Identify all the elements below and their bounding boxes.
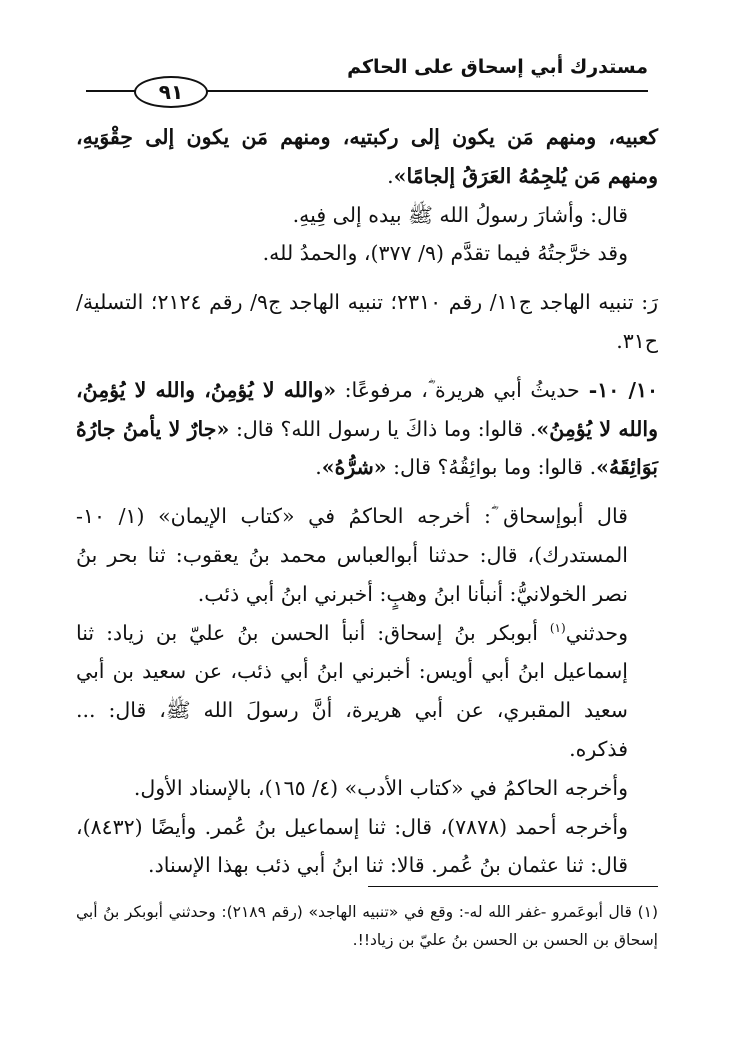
text-span: قال أبوإسحاق ؓ: أخرجه الحاكمُ في «كتاب الإيمان» (١/ ١٠- المستدرك)، قال: حدثنا أبوالعباس محمد بنُ يعقوب: ثنا بحر بنُ نصر الخولانيُّ: أنبأنا ابنُ وهبٍ: أخبرني ابنُ أبي ذئب. — [76, 504, 628, 606]
text-span: حديثُ أبي هريرة ؓ، مرفوعًا: — [336, 377, 580, 402]
hadith-text: «شرُّهُ» — [321, 455, 387, 480]
text-span: قال: وأشارَ رسولُ الله ﷺ بيده إلى فِيهِ. — [292, 202, 628, 227]
text-span: وأخرجه الحاكمُ في «كتاب الأدب» (٤/ ١٦٥)، بالإسناد الأول. — [133, 775, 628, 800]
text-span: أبوبكر بنُ إسحاق: أنبأ الحسن بنُ عليّ بن زياد: ثنا إسماعيل ابنُ أبي أويس: أخبرني ابنُ أبي ذئب، عن سعيد بن أبي سعيد المقبري، عن أبي هريرة، أنَّ رسولَ الله ﷺ، قال: ... فذكره. — [76, 620, 628, 761]
hadith-text: كعبيه، ومنهم مَن يكون إلى ركبتيه، ومنهم مَن يكون إلى حِقْوَيهِ، ومنهم مَن يُلجِمُهُ العَرَقُ إلجامًا» — [76, 125, 658, 188]
running-title: مستدرك أبي إسحاق على الحاكم — [347, 56, 648, 78]
footnote: (١) قال أبوعَمرو -غفر الله له-: وقع في «تنبيه الهاجد» (رقم ٢١٨٩): وحدثني أبوبكر بنُ أبي إسحاق بن الحسن بن الحسن بنُ عليّ بن زياد!!. — [76, 903, 659, 949]
hadith-text: «والله لا يُؤمِنُ، والله لا يُؤمِنُ، والله لا يُؤمِنُ» — [76, 377, 658, 441]
text-span: . قالوا: وما بوائِقُهُ؟ قال: — [386, 455, 597, 480]
text-span: وحدثني — [565, 620, 628, 645]
text-span: وقد خرَّجتُهُ فيما تقدَّم (٩/ ٣٧٧)، والحمدُ لله. — [262, 241, 628, 266]
text-span: . — [387, 163, 394, 188]
reference-paragraph — [76, 283, 658, 361]
main-text — [76, 118, 658, 885]
footnote-rule — [368, 886, 658, 887]
paragraph — [76, 234, 658, 273]
text-span: رَ: تنبيه الهاجد ج١١/ رقم ٢٣١٠؛ تنبيه الهاجد ج٩/ رقم ٢١٢٤؛ التسلية/ ح٣١. — [76, 290, 658, 353]
page-number: ٩١ — [134, 76, 208, 108]
paragraph — [76, 614, 658, 769]
text-span: . قالوا: وما ذاكَ يا رسول الله؟ قال: — [229, 416, 537, 441]
text-span: . — [315, 455, 322, 480]
text-span: وأخرجه أحمد (٧٨٧٨)، قال: ثنا إسماعيل بنُ عُمر. وأيضًا (٨٤٣٢)، قال: ثنا عثمان بنُ عُمر. قالا: ثنا ابنُ أبي ذئب بهذا الإسناد. — [76, 814, 628, 878]
footnote-marker: (١) — [549, 620, 566, 635]
hadith-text: «جارٌ لا يأمنُ جارُهُ بَوَائِقَهُ» — [76, 416, 658, 480]
hadith-number: ١٠/ ١٠- — [579, 377, 658, 402]
hadith-paragraph — [76, 371, 658, 487]
page-header — [86, 52, 648, 104]
paragraph — [76, 769, 658, 808]
paragraph — [76, 118, 658, 196]
paragraph — [76, 808, 658, 886]
paragraph — [76, 196, 658, 235]
paragraph — [76, 497, 658, 613]
